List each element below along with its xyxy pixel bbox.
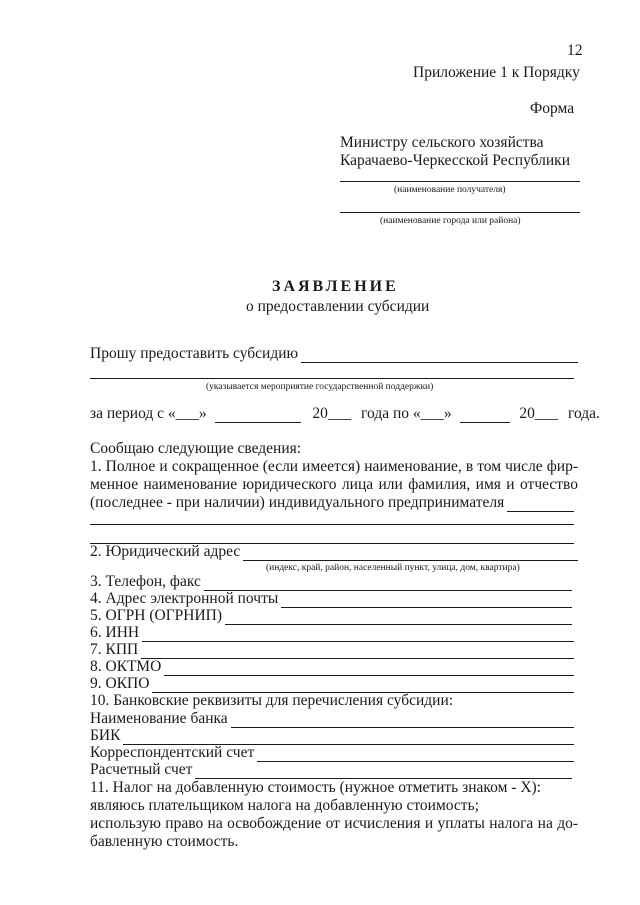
phone-row xyxy=(90,573,572,591)
item1-row-3 xyxy=(90,494,574,512)
period-year-2: 20___ xyxy=(519,405,559,422)
form-label: Форма xyxy=(530,100,575,117)
period-to-label: года по «___» xyxy=(361,405,452,422)
period-year-1: 20___ xyxy=(312,405,352,422)
bik-label: БИК xyxy=(90,727,121,744)
vat-option-payer[interactable]: являюсь плательщиком налога на добавленную стоимость; xyxy=(90,797,479,814)
vat-option-exempt-line-2: бавленную стоимость. xyxy=(90,833,239,850)
oktmo-field[interactable] xyxy=(164,661,574,676)
oktmo-row xyxy=(90,658,574,676)
subsidy-request-label: Прошу предоставить субсидию xyxy=(90,345,299,362)
item1-line-3: (последнее - при наличии) индивидуального предпринимателя xyxy=(90,494,505,511)
period-row xyxy=(90,405,600,423)
phone-field[interactable] xyxy=(204,576,572,591)
legal-name-field[interactable] xyxy=(507,497,574,512)
okpo-field[interactable] xyxy=(152,678,574,693)
addressee-line-2: Карачаево-Черкесской Республики xyxy=(340,152,570,169)
recipient-name-line[interactable] xyxy=(340,181,580,182)
legal-address-hint: (индекс, край, район, населенный пункт, улица, дом, квартира) xyxy=(266,563,520,573)
corr-account-field[interactable] xyxy=(257,747,574,762)
account-field[interactable] xyxy=(195,764,572,779)
document-subtitle: о предоставлении субсидии xyxy=(246,298,430,315)
inn-label: 6. ИНН xyxy=(90,624,140,641)
kpp-label: 7. КПП xyxy=(90,641,139,658)
kpp-field[interactable] xyxy=(141,644,574,659)
vat-heading: 11. Налог на добавленную стоимость (нужное отметить знаком - X): xyxy=(90,779,541,796)
subsidy-request-hint: (указывается мероприятие государственной поддержки) xyxy=(206,382,434,392)
period-start-field[interactable] xyxy=(215,408,301,423)
corr-account-label: Корреспондентский счет xyxy=(90,744,255,761)
bik-row xyxy=(90,727,574,745)
period-from-label: за период с «___» xyxy=(90,405,207,422)
inn-row xyxy=(90,624,574,642)
info-intro: Сообщаю следующие сведения: xyxy=(90,440,302,457)
email-label: 4. Адрес электронной почты xyxy=(90,590,279,607)
legal-address-field[interactable] xyxy=(243,546,578,561)
vat-option-exempt-line-1[interactable]: использую право на освобождение от исчисления и уплаты налога на до- xyxy=(90,815,578,832)
item1-line-1: 1. Полное и сокращенное (если имеется) наименование, в том числе фир- xyxy=(90,458,578,475)
subsidy-request-field-2[interactable] xyxy=(90,378,574,379)
bank-name-row xyxy=(90,710,574,728)
okpo-label: 9. ОКПО xyxy=(90,675,150,692)
page-number: 12 xyxy=(567,42,583,59)
subsidy-request-row xyxy=(90,345,578,363)
ogrn-row xyxy=(90,607,572,625)
bank-name-label: Наименование банка xyxy=(90,710,228,727)
addressee-line-1: Министру сельского хозяйства xyxy=(340,134,544,151)
appendix-label: Приложение 1 к Порядку xyxy=(413,64,580,81)
oktmo-label: 8. ОКТМО xyxy=(90,658,162,675)
email-field[interactable] xyxy=(281,593,572,608)
okpo-row xyxy=(90,675,574,693)
kpp-row xyxy=(90,641,574,659)
bik-field[interactable] xyxy=(123,730,574,745)
phone-label: 3. Телефон, факс xyxy=(90,573,201,590)
item1-line-2: менное наименование юридического лица или фамилия, имя и отчество xyxy=(90,476,578,493)
legal-address-label: 2. Юридический адрес xyxy=(90,543,241,560)
period-end-field[interactable] xyxy=(460,408,510,423)
ogrn-field[interactable] xyxy=(225,610,572,625)
document-title: ЗАЯВЛЕНИЕ xyxy=(272,278,399,295)
account-row xyxy=(90,761,572,779)
city-hint: (наименование города или района) xyxy=(380,216,521,226)
email-row xyxy=(90,590,572,608)
inn-field[interactable] xyxy=(142,627,574,642)
bank-heading: 10. Банковские реквизиты для перечисления субсидии: xyxy=(90,692,454,709)
subsidy-request-field[interactable] xyxy=(301,348,578,363)
bank-name-field[interactable] xyxy=(231,713,574,728)
legal-address-row xyxy=(90,543,578,561)
period-end-label: года. xyxy=(568,405,600,422)
city-name-line[interactable] xyxy=(340,212,580,213)
ogrn-label: 5. ОГРН (ОГРНИП) xyxy=(90,607,223,624)
legal-name-field-2[interactable] xyxy=(90,524,574,525)
account-label: Расчетный счет xyxy=(90,761,193,778)
recipient-hint: (наименование получателя) xyxy=(394,185,506,195)
corr-account-row xyxy=(90,744,574,762)
